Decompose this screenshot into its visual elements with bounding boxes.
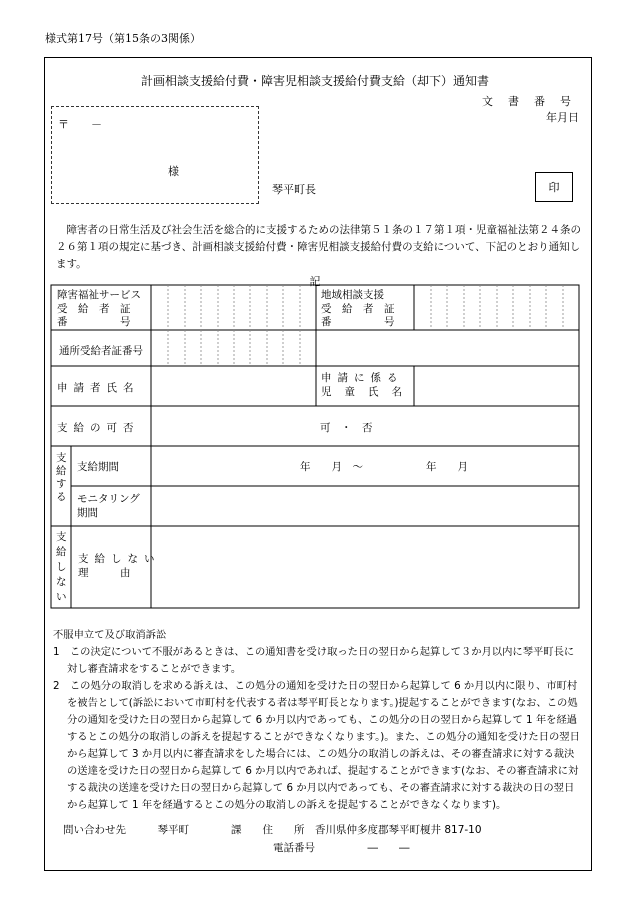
welfare-cert-line3: 番 号 bbox=[57, 316, 131, 328]
doc-date-label: 年月日 bbox=[546, 111, 579, 124]
reason-label bbox=[78, 552, 161, 580]
child-label-line1: 申請に係る bbox=[321, 372, 404, 384]
monitoring-field[interactable] bbox=[151, 486, 579, 526]
welfare-cert-label bbox=[57, 289, 147, 330]
nopay-group-label: 支給しない bbox=[56, 531, 67, 603]
notes-item-2: 2 この処分の取消しを求める訴えは、この処分の通知を受けた日の翌日から起算して 6 か月以内に限り、市町村を被告として(訴訟において市町村を代表する者は琴平町長となります。)提起することができます(なお、この処分の通知を受けた日の翌日から起算して 6 か月以内であっても、この処分の日の翌日から起算して 1 年を経過するとこの処分の取消しの訴えを提起することができなくなります。)。また、この処分の通知を受けた日の翌日から起算して 3 か月以内に審査請求をした場合には、この処分の取消しの訴えは、その審査請求に対する裁決の送達を受けた日の翌日から起算して 6 か月以内であれば、提起することができます(なお、その審査請求に対する裁決の送達を受けた日の翌日から起算して 6 か月以内であっても、その審査請求に対する裁決の日の翌日から起算して 1 年を経過するとこの処分の取消しの訴えを提起することができなくなります)。 bbox=[53, 680, 580, 811]
regional-cert-label bbox=[321, 289, 411, 330]
regional-cert-line3: 番 号 bbox=[321, 316, 395, 328]
seal-box: 印 bbox=[535, 172, 573, 202]
day-cert-number-field[interactable] bbox=[151, 330, 316, 366]
contact-label: 問い合わせ先 bbox=[63, 824, 126, 836]
doc-number-label: 文書番号 bbox=[482, 95, 586, 108]
addressee-suffix: 様 bbox=[168, 165, 179, 178]
child-name-label bbox=[321, 371, 415, 399]
welfare-cert-line1: 障害福祉サービス bbox=[57, 289, 141, 301]
regional-cert-line1: 地域相談支援 bbox=[321, 289, 384, 301]
child-name-field[interactable] bbox=[414, 366, 579, 406]
phone-value: ― ― bbox=[367, 842, 410, 854]
phone-line bbox=[273, 840, 410, 855]
reason-field[interactable] bbox=[151, 526, 579, 608]
page-title: 計画相談支援給付費・障害児相談支援給付費支給（却下）通知書 bbox=[140, 74, 489, 88]
postal-code-label: 〒 － bbox=[58, 118, 102, 131]
notes-heading: 不服申立て及び取消訴訟 bbox=[53, 629, 167, 641]
day-cert-label: 通所受給者証番号 bbox=[59, 345, 143, 357]
reason-line2: 理 由 bbox=[78, 567, 131, 579]
decision-value[interactable]: 可 ・ 否 bbox=[320, 422, 373, 434]
applicant-label: 申請者氏名 bbox=[57, 382, 140, 394]
issuer-name: 琴平町長 bbox=[272, 183, 316, 196]
decision-label: 支給の可否 bbox=[57, 422, 140, 434]
contact-address: 香川県仲多度郡琴平町榎井 817-10 bbox=[315, 824, 482, 836]
monitoring-line2: 期間 bbox=[77, 507, 98, 519]
contact-line bbox=[63, 822, 482, 837]
form-label: 様式第17号（第15条の3関係） bbox=[45, 32, 201, 45]
child-label-line2: 児童氏名 bbox=[321, 386, 415, 398]
phone-label: 電話番号 bbox=[273, 842, 315, 854]
ki-heading: 記 bbox=[309, 275, 321, 288]
period-value[interactable]: 年 月 ～ 年 月 bbox=[300, 461, 468, 473]
welfare-cert-line2: 受 給 者 証 bbox=[57, 302, 131, 315]
monitoring-line1: モニタリング bbox=[77, 493, 140, 505]
regional-cert-line2: 受 給 者 証 bbox=[321, 302, 395, 315]
appeal-notes bbox=[53, 627, 583, 814]
contact-section: 課 住 所 bbox=[231, 824, 305, 836]
notes-item-1: 1 この決定について不服があるときは、この通知書を受け取った日の翌日から起算して３か月以内に琴平町長に対し審査請求をすることができます。 bbox=[53, 646, 575, 675]
monitoring-label bbox=[77, 492, 140, 520]
applicant-name-field[interactable] bbox=[151, 366, 316, 406]
reason-line1: 支給しない bbox=[78, 553, 161, 565]
body-text: 障害者の日常生活及び社会生活を総合的に支援するための法律第５１条の１７第１項・児童福祉法第２４条の２６第１項の規定に基づき、計画相談支援給付費・障害児相談支援給付費の支給について、下記のとおり通知します。 bbox=[56, 224, 581, 270]
pay-group-label: 支給する bbox=[56, 452, 67, 503]
period-label: 支給期間 bbox=[77, 461, 119, 473]
contact-town: 琴平町 bbox=[157, 824, 189, 836]
